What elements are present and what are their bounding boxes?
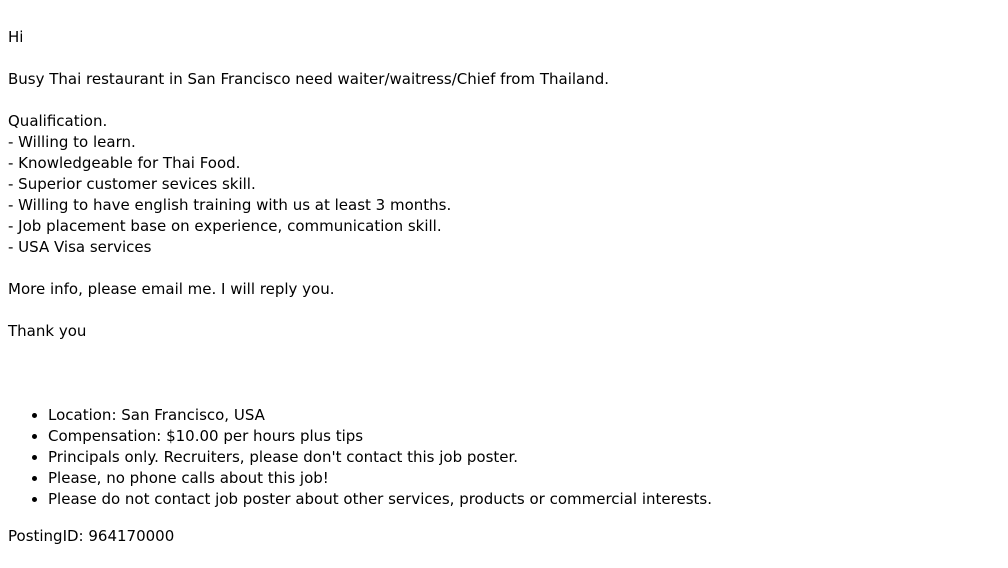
posting-id: PostingID: 964170000 — [8, 527, 175, 545]
detail-principals-only: • Principals only. Recruiters, please don't contact this job poster. — [48, 447, 1008, 468]
qualification-item: - Knowledgeable for Thai Food. — [8, 154, 241, 172]
qualification-item: - Willing to learn. — [8, 133, 136, 151]
detail-location: • Location: San Francisco, USA — [48, 405, 1008, 426]
posting-details-list — [8, 405, 1008, 510]
intro-text: Busy Thai restaurant in San Francisco need waiter/waitress/Chief from Thailand. — [8, 70, 610, 88]
blank-line — [8, 258, 1008, 279]
qualification-heading: Qualification. — [8, 112, 108, 130]
blank-line — [8, 510, 1008, 526]
blank-line — [8, 300, 1008, 321]
qualification-item: - Willing to have english training with us at least 3 months. — [8, 196, 452, 214]
detail-no-solicitation: • Please do not contact job poster about other services, products or commercial interests. — [48, 489, 1008, 510]
qualification-item: - Job placement base on experience, communication skill. — [8, 217, 442, 235]
detail-compensation: • Compensation: $10.00 per hours plus tips — [48, 426, 1008, 447]
more-info-text: More info, please email me. I will reply you. — [8, 280, 335, 298]
greeting-text: Hi — [8, 28, 24, 46]
blank-line — [8, 48, 1008, 69]
blank-line — [8, 90, 1008, 111]
detail-no-phone-calls: • Please, no phone calls about this job! — [48, 468, 1008, 489]
qualification-item: - Superior customer sevices skill. — [8, 175, 256, 193]
signoff-text: Thank you — [8, 322, 87, 340]
qualification-item: - USA Visa services — [8, 238, 152, 256]
section-gap — [8, 342, 1008, 405]
